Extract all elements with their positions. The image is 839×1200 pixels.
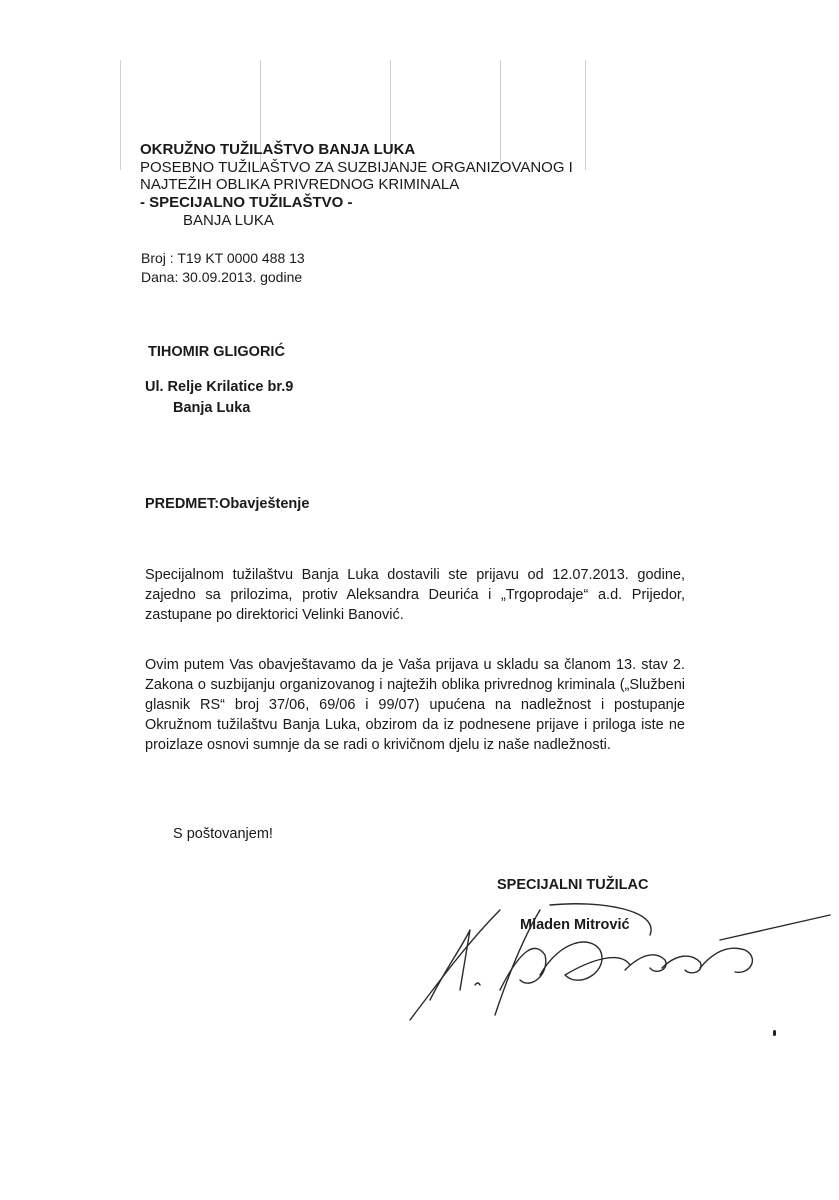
paragraph-notice: Ovim putem Vas obavještavamo da je Vaša prijava u skladu sa članom 13. stav 2. Zakona o suzbijanju organizovanog i najtežih oblika privrednog kriminala („Službeni glasnik RS“ broj 37/06, 69/06 i 99/07) upućena na nadležnost i postupanje Okružnom tužilaštvu Banja Luka, obzirom da iz podnesene prijave i priloga iste ne proizlaze osnovi sumnje da se radi o krivičnom djelu iz naše nadležnosti. [145, 657, 685, 753]
document-number: Broj : T19 KT 0000 488 13 [141, 250, 305, 266]
signatory-title: SPECIJALNI TUŽILAC [497, 877, 649, 893]
header-line-2: POSEBNO TUŽILAŠTVO ZA SUZBIJANJE ORGANIZOVANOG I [140, 159, 573, 176]
closing-line: S poštovanjem! [173, 826, 273, 842]
subject-line: PREDMET:Obavještenje [145, 496, 310, 512]
header-line-5: BANJA LUKA [183, 212, 274, 229]
header-line-3: NAJTEŽIH OBLIKA PRIVREDNOG KRIMINALA [140, 176, 460, 193]
stray-ink-mark [773, 1030, 776, 1036]
signatory-name: Mladen Mitrović [520, 917, 630, 933]
handwritten-signature [400, 880, 839, 1030]
header-line-1: OKRUŽNO TUŽILAŠTVO BANJA LUKA [140, 141, 416, 158]
recipient-street: Ul. Relje Krilatice br.9 [145, 379, 294, 395]
paragraph-intro: Specijalnom tužilaštvu Banja Luka dostavili ste prijavu od 12.07.2013. godine, zajedno sa prilozima, protiv Aleksandra Deurića i „Trgoprodaje“ a.d. Prijedor, zastupane po direktorici Velinki Banović. [145, 567, 685, 623]
header-line-4: - SPECIJALNO TUŽILAŠTVO - [140, 194, 353, 211]
recipient-name: TIHOMIR GLIGORIĆ [148, 344, 285, 360]
recipient-city: Banja Luka [173, 400, 251, 416]
document-date: Dana: 30.09.2013. godine [141, 269, 303, 285]
